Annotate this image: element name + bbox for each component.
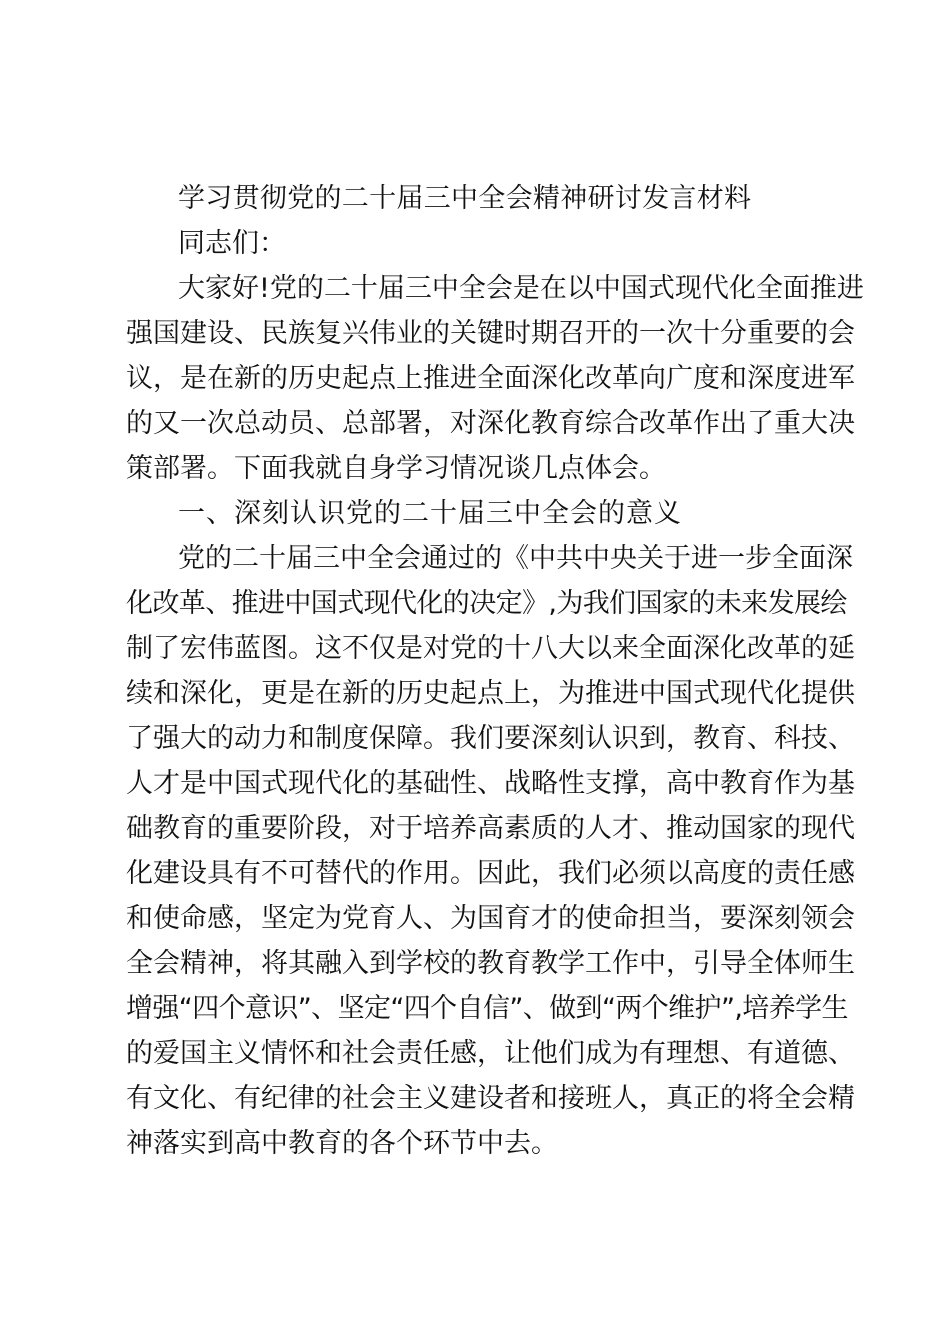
paragraph-intro [126,266,864,491]
paragraph-line: 础教育的重要阶段，对于培养高素质的人才、推动国家的现代 [126,813,855,844]
paragraph-line: 的又一次总动员、总部署，对深化教育综合改革作出了重大决 [126,408,855,439]
paragraph-line: 续和深化，更是在新的历史起点上，为推进中国式现代化提供 [126,678,855,709]
paragraph-line: 增强“四个意识”、坚定“四个自信”、做到“两个维护”,培养学生 [126,993,848,1024]
paragraph-line: 化改革、推进中国式现代化的决定》,为我们国家的未来发展绘 [126,588,847,619]
paragraph-line: 党的二十届三中全会通过的《中共中央关于进一步全面深 [178,543,853,574]
section-heading: 一、深刻认识党的二十届三中全会的意义 [178,498,682,529]
paragraph-line: 制了宏伟蓝图。这不仅是对党的十八大以来全面深化改革的延 [126,633,855,664]
document-title: 学习贯彻党的二十届三中全会精神研讨发言材料 [178,183,752,214]
paragraph-line: 和使命感，坚定为党育人、为国育才的使命担当，要深刻领会 [126,903,855,934]
paragraph-line: 议，是在新的历史起点上推进全面深化改革向广度和深度进军 [126,363,855,394]
paragraph-line: 策部署。下面我就自身学习情况谈几点体会。 [126,453,666,484]
paragraph-line: 有文化、有纪律的社会主义建设者和接班人，真正的将全会精 [126,1083,855,1114]
paragraph-significance [126,536,855,1166]
paragraph-line: 化建设具有不可替代的作用。因此，我们必须以高度的责任感 [126,858,855,889]
paragraph-line: 神落实到高中教育的各个环节中去。 [126,1128,558,1159]
paragraph-line: 强国建设、民族复兴伟业的关键时期召开的一次十分重要的会 [126,318,855,349]
paragraph-line: 人才是中国式现代化的基础性、战略性支撑，高中教育作为基 [126,768,855,799]
document-body [126,176,864,1166]
paragraph-line: 的爱国主义情怀和社会责任感，让他们成为有理想、有道德、 [126,1038,855,1069]
paragraph-line: 全会精神，将其融入到学校的教育教学工作中，引导全体师生 [126,948,855,979]
salutation: 同志们： [178,228,286,259]
paragraph-line: 了强大的动力和制度保障。我们要深刻认识到，教育、科技、 [126,723,855,754]
paragraph-line: 大家好!党的二十届三中全会是在以中国式现代化全面推进 [178,273,864,304]
